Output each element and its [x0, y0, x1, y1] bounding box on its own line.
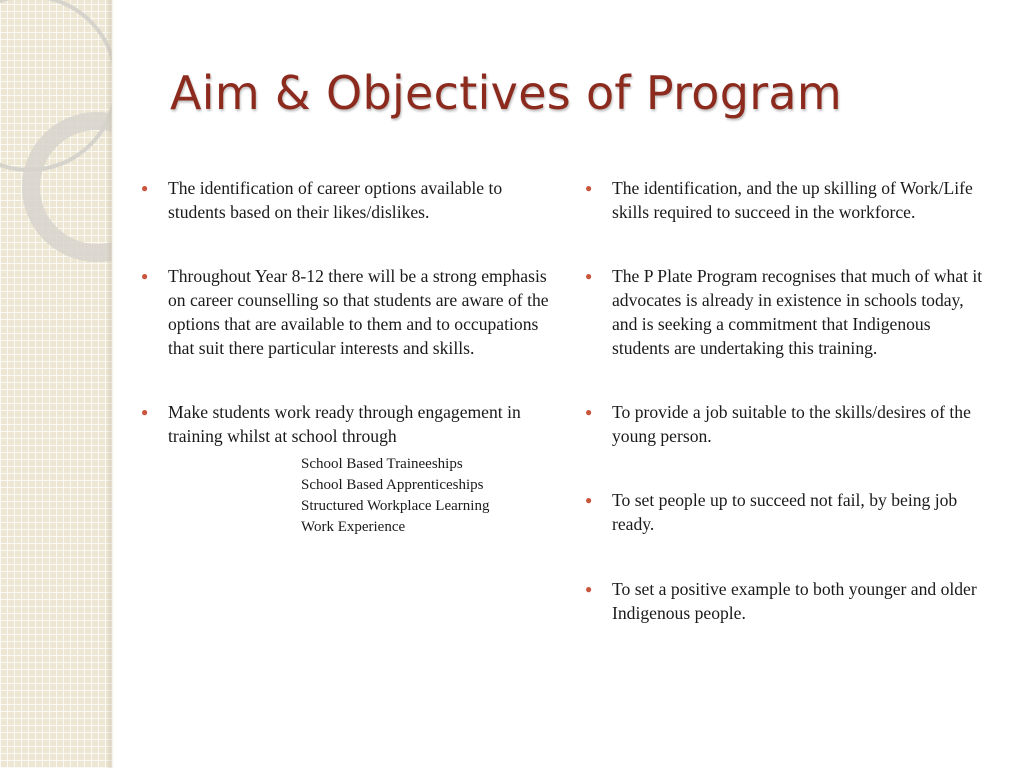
bullet-dot-icon: ● — [141, 405, 149, 419]
right-bullet-list — [585, 176, 992, 625]
bullet-text: The P Plate Program recognises that much of what it advocates is already in existence in schools today, and is seeking a commitment that Indigenous students are undertaking this training. — [612, 266, 983, 358]
bullet-dot-icon: ● — [585, 493, 593, 507]
bullet-dot-icon: ● — [585, 405, 593, 419]
bullet-text: Throughout Year 8-12 there will be a strong emphasis on career counselling so that students are aware of the options that are available to them and to occupations that suit there particular interests and skills. — [168, 266, 549, 358]
sub-item: School Based Apprenticeships — [301, 477, 484, 493]
bullet-text: The identification, and the up skilling of Work/Life skills required to succeed in the workforce. — [612, 178, 973, 222]
bullet-item — [585, 176, 992, 224]
bullet-dot-icon: ● — [141, 269, 149, 283]
sidebar-shadow-edge — [106, 0, 114, 768]
bullet-item — [585, 488, 992, 536]
bullet-text: To provide a job suitable to the skills/desires of the young person. — [612, 402, 971, 446]
bullet-item — [585, 400, 992, 448]
bullet-text: The identification of career options available to students based on their likes/dislikes. — [168, 178, 503, 222]
sub-list — [301, 454, 560, 538]
bullet-item — [141, 264, 560, 360]
bullet-text: To set a positive example to both younger and older Indigenous people. — [612, 579, 977, 623]
bullet-dot-icon: ● — [585, 582, 593, 596]
bullet-item — [141, 176, 560, 224]
bullet-item — [585, 264, 992, 360]
sub-item: Work Experience — [301, 519, 406, 535]
bullet-text: To set people up to succeed not fail, by being job ready. — [612, 490, 958, 534]
bullet-item — [141, 400, 560, 538]
bullet-item — [585, 577, 992, 625]
slide-title: Aim & Objectives of Program — [170, 66, 843, 120]
left-bullet-list — [141, 176, 560, 538]
bullet-dot-icon: ● — [585, 269, 593, 283]
decorative-sidebar — [0, 0, 112, 768]
sub-item: Structured Workplace Learning — [301, 498, 490, 514]
bullet-text: Make students work ready through engagement in training whilst at school through — [168, 402, 521, 446]
bullet-dot-icon: ● — [585, 181, 593, 195]
sub-item: School Based Traineeships — [301, 456, 463, 472]
bullet-dot-icon: ● — [141, 181, 149, 195]
